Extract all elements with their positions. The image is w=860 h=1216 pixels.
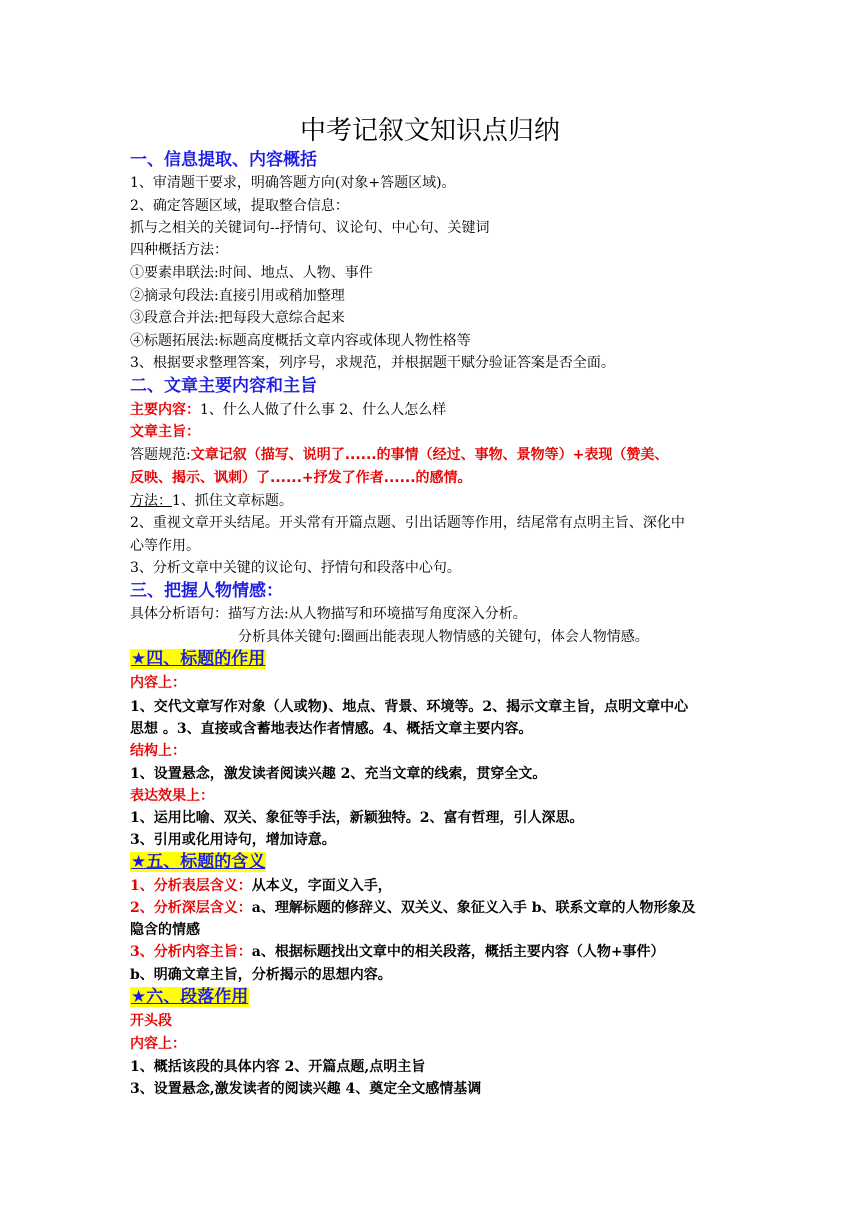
s2-method-label: 方法： (130, 493, 172, 509)
s1-line-1: 1、审清题干要求，明确答题方向(对象+答题区域)。 (130, 175, 456, 191)
s5-point-3-text: a、根据标题找出文章中的相关段落，概括主要内容（人物+事件） (251, 944, 665, 960)
section-6-heading-text: ★六、段落作用 (131, 987, 249, 1007)
s5-point-3-label: 3、分析内容主旨： (130, 944, 252, 960)
s6-line-1: 1、概括该段的具体内容 2、开篇点题,点明主旨 (130, 1059, 426, 1075)
s3-line-1: 具体分析语句：描写方法:从人物描写和环境描写角度深入分析。 (130, 606, 527, 622)
s5-point-2-label: 2、分析深层含义： (130, 900, 252, 916)
s2-norm-text-1: 文章记叙（描写、说明了......的事情（经过、事物、景物等）+表现（赞美、 (190, 447, 669, 463)
s6-line-2: 3、设置悬念,激发读者的阅读兴趣 4、奠定全文感情基调 (130, 1081, 482, 1097)
s1-line-4: 四种概括方法： (130, 242, 228, 258)
s4-content-label: 内容上： (130, 675, 186, 691)
s5-point-2-cont: 隐含的情感 (130, 922, 200, 938)
s5-point-1-label: 1、分析表层含义： (130, 878, 252, 894)
s4-effect-line-2: 3、引用或化用诗句，增加诗意。 (130, 832, 336, 848)
s2-line-b: 3、分析文章中关键的议论句、抒情句和段落中心句。 (130, 560, 461, 576)
s4-structure-label: 结构上： (130, 743, 186, 759)
section-4-heading (130, 648, 266, 670)
section-5-heading-text: ★五、标题的含义 (131, 852, 266, 872)
s3-line-2: 分析具体关键句:圈画出能表现人物情感的关键句，体会人物情感。 (238, 629, 649, 645)
section-3-heading: 三、把握人物情感： (130, 581, 283, 601)
s1-line-7: ③段意合并法:把每段大意综合起来 (130, 310, 345, 326)
s2-norm-line-1 (130, 444, 668, 466)
s1-line-3: 抓与之相关的关键词句--抒情句、议论句、中心句、关键词 (130, 220, 490, 236)
s5-point-2-text: a、理解标题的修辞义、双关义、象征义入手 b、联系文章的人物形象及 (251, 900, 696, 916)
s2-method-text: 1、抓住文章标题。 (172, 493, 293, 509)
page-title: 中考记叙文知识点归纳 (299, 116, 560, 146)
s4-effect-line-1: 1、运用比喻、双关、象征等手法，新颖独特。2、富有哲理，引人深思。 (130, 810, 584, 826)
section-1-heading: 一、信息提取、内容概括 (130, 150, 317, 170)
s1-line-2: 2、确定答题区域，提取整合信息： (130, 198, 349, 214)
s2-main-content-line (130, 399, 446, 421)
s2-line-a1: 2、重视文章开头结尾。开头常有开篇点题、引出话题等作用，结尾常有点明主旨、深化中 (130, 515, 685, 531)
s2-method-line (130, 490, 293, 512)
s4-effect-label: 表达效果上： (130, 788, 214, 804)
s5-point-3 (130, 941, 665, 963)
section-4-heading-text: ★四、标题的作用 (131, 649, 266, 669)
s2-main-text: 1、什么人做了什么事 2、什么人怎么样 (200, 402, 447, 418)
s5-point-2 (130, 897, 695, 919)
s2-theme-label: 文章主旨： (130, 424, 200, 440)
s1-line-9: 3、根据要求整理答案，列序号，求规范，并根据题干赋分验证答案是否全面。 (130, 355, 615, 371)
s4-structure-line: 1、设置悬念，激发读者阅读兴趣 2、充当文章的线索，贯穿全文。 (130, 766, 547, 782)
s1-line-5: ①要素串联法:时间、地点、人物、事件 (130, 265, 373, 281)
s2-main-label: 主要内容： (130, 402, 200, 418)
s4-content-line-1: 1、交代文章写作对象（人或物)、地点、背景、环境等。2、揭示文章主旨，点明文章中心 (130, 699, 689, 715)
s2-norm-label: 答题规范: (130, 447, 191, 463)
s5-point-1 (130, 875, 392, 897)
s2-norm-line-2: 反映、揭示、讽刺）了......+抒发了作者......的感情。 (130, 470, 472, 486)
section-5-heading (130, 851, 266, 873)
section-2-heading: 二、文章主要内容和主旨 (130, 376, 317, 396)
s6-content-label: 内容上： (130, 1036, 186, 1052)
s2-line-a2: 心等作用。 (130, 538, 200, 554)
section-6-heading (130, 986, 249, 1008)
s4-content-line-2: 思想 。3、直接或含蓄地表达作者情感。4、概括文章主要内容。 (130, 721, 533, 737)
s5-point-3-cont: b、明确文章主旨，分析揭示的思想内容。 (130, 967, 392, 983)
s6-sub-label: 开头段 (130, 1013, 172, 1029)
s5-point-1-text: 从本义，字面义入手， (251, 878, 392, 894)
s1-line-6: ②摘录句段法:直接引用或稍加整理 (130, 288, 345, 304)
s1-line-8: ④标题拓展法:标题高度概括文章内容或体现人物性格等 (130, 333, 471, 349)
